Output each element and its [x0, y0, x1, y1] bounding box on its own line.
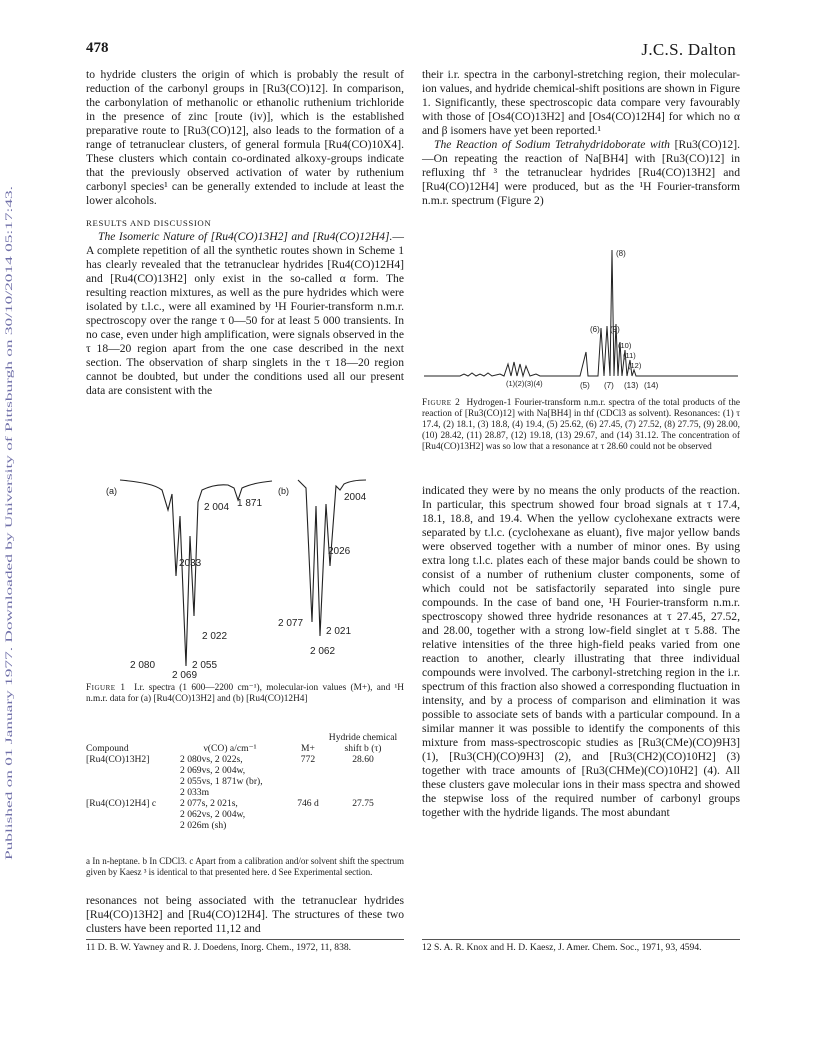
table-cell-shift: 27.75: [352, 798, 374, 809]
nmr-peak-label: (6): [590, 325, 600, 334]
figure2-spectrum: [420, 240, 742, 390]
peak-label: 2 055: [192, 660, 218, 671]
table-cell-nu: 2 069vs, 2 004w,: [180, 765, 246, 776]
footnote-12: 12 S. A. R. Knox and H. D. Kaesz, J. Amer. Chem. Soc., 1971, 93, 4594.: [422, 942, 702, 953]
footnote-11: 11 D. B. W. Yawney and R. J. Doedens, Inorg. Chem., 1972, 11, 838.: [86, 942, 352, 953]
table-cell-compound: [Ru4(CO)13H2]: [86, 754, 150, 765]
nmr-peak-label: (1)(2)(3)(4): [506, 379, 543, 388]
figure2-caption: [422, 398, 740, 453]
table-cell-nu: 2 033m: [180, 787, 210, 798]
journal-title: J.C.S. Dalton: [641, 40, 736, 59]
peak-label: 2 004: [204, 502, 230, 513]
nmr-peak-label: (14): [644, 381, 659, 390]
figure1-spectra: [100, 476, 400, 682]
table-cell-mass: 746 d: [297, 798, 319, 809]
peak-label: 2033: [179, 558, 202, 569]
page-number: 478: [86, 40, 109, 56]
footnote-rule: [86, 939, 404, 940]
right-column-bottom: [422, 484, 740, 820]
panel-b-label: (b): [278, 486, 289, 496]
table-row: [86, 798, 398, 831]
table-cell-nu: 2 080vs, 2 022s,: [180, 754, 243, 765]
figure1-caption-label: Figure 1: [86, 683, 126, 693]
left-intro-paragraph: to hydride clusters the origin of which is probably the result of reduction of the carbonyl groups in [Ru3(CO)12]. In comparison, the carbonylation of methanolic or ethanolic ruthenium trichloride in the presence of zinc [route (iv)], which is the established preparative route to [Ru3(CO)12], also leads to the formation of a range of tetranuclear clusters, of general formula [Ru4(CO)10X4]. These clusters which contain co-ordinated alkoxy-groups indicate that the previously observed activation of water by ruthenium carbonyl species¹ can be generally extended to include at least the lower alcohols.: [86, 68, 404, 207]
right-intro-paragraph: their i.r. spectra in the carbonyl-stretching region, their molecular-ion values, and hydride chemical-shift positions are shown in Figure 1. Significantly, these spectroscopic data compare very favourably with those of [Os4(CO)13H2] and [Os4(CO)12H4] for which no α and β isomers have yet been reported.¹: [422, 68, 740, 137]
right-body-paragraph: indicated they were by no means the only products of the reaction. In particular, this spectrum showed four broad signals at τ 17.4, 18.1, 18.8, and 19.4. When the yellow cyclohexane extracts were separated by t.l.c. (cyclohexane as eluant), five major yellow bands were observed together with a number of minor ones. By using extra long t.l.c. plates each of these major bands could be shown to consist of a number of ruthenium cluster components, some of which could not be satisfactorily separated into single pure compounds. In the case of band one, ¹H Fourier-transform n.m.r. spectroscopy showed three hydride resonances at τ 27.45, 27.52, and 28.00, together with a strong low-field singlet at τ 5.88. The relative intensities of the three high-field peaks varied from one reaction to another, clearly illustrating that three individual compounds were involved. The carbonyl-stretching region in the i.r. spectrum of this fraction also showed a corresponding fluctuation in intensity, and by a process of comparison and elimination it was possible to associate sets of bands with a particular compound. In a similar manner it was possible to identify the components of this mixture from mass-spectroscopic studies as [Ru3(CMe)(CO)9H3] (1), [Ru3(CH)(CO)9H3] (2), and [Ru3(CH2)(CO)10H2] (3) together with trace amounts of [Ru3(CHMe)(CO)10H2] (4). All these clusters gave molecular ions in their mass spectra and showed the stepwise loss of the required number of carbonyl groups together with the hydride ligands. The most abundant: [422, 484, 740, 819]
table-cell-compound: [Ru4(CO)12H4] c: [86, 798, 157, 809]
nmr-peak-label: (8): [616, 249, 626, 258]
download-notice: [2, 180, 16, 860]
section-heading: RESULTS AND DISCUSSION: [86, 218, 212, 228]
table-cell-nu: 2 026m (sh): [180, 820, 227, 831]
isomer-body: —A complete repetition of all the synthetic routes shown in Scheme 1 has clearly revealed that the tetranuclear hydrides [Ru4(CO)12H4] and [Ru4(CO)13H2] only exist in the so-called α form. The resulting reaction mixtures, as well as the pure hydrides which were isolated by t.l.c., were all examined by ¹H Fourier-transform n.m.r. spectroscopy over the range τ 0—50 for at least 5 000 transients. In no case, even under high amplification, were signals observed in the τ 18—20 region apart from the one case described in the next section. The observation of sharp singlets in the τ 18—20 region cannot be doubted, but under the conditions used all our present data are consistent with the: [86, 230, 404, 397]
nmr-trace: [424, 250, 738, 376]
footnote-rule: [422, 939, 740, 940]
table-header: Compound: [86, 743, 129, 754]
left-column-bottom: [86, 894, 404, 936]
figure2-caption-label: Figure 2: [422, 398, 461, 408]
borohydride-subheading-formula: [Ru3(CO)12].: [674, 138, 740, 151]
nmr-peak-label: (13): [624, 381, 639, 390]
table-cell-nu: 2 055vs, 1 871w (br),: [180, 776, 263, 787]
nmr-peak-label: (12): [628, 361, 642, 370]
borohydride-paragraph: [422, 138, 740, 208]
figure2-caption-text: Hydrogen-1 Fourier-transform n.m.r. spectra of the total products of the reaction of [Ru3(CO)12] with Na[BH4] in thf (CDCl3 as solvent). Resonances: (1) τ 17.4, (2) 18.1, (3) 18.8, (4) 19.4, (5) 25.62, (6) 27.45, (7) 27.52, (8) 27.75, (9) 28.00, (10) 28.42, (11) 28.87, (12) 19.18, (13) 29.67, and (14) 31.12. The concentration of [Ru4(CO)13H2] was so low that a resonance at τ 28.60 could not be observed: [422, 398, 740, 452]
peak-label: 2026: [328, 546, 351, 557]
table-header: ν(CO) a/cm⁻¹: [203, 743, 257, 754]
table-header: Hydride chemical shift b (τ): [328, 732, 398, 754]
table-cell-shift: 28.60: [352, 754, 374, 765]
table-cell-nu: 2 077s, 2 021s,: [180, 798, 238, 809]
table-row: [86, 754, 398, 798]
table-header: M+: [301, 743, 315, 754]
peak-label: 2 022: [202, 631, 228, 642]
left-column-top: [86, 68, 404, 398]
peak-label: 1 871: [237, 498, 263, 509]
nmr-peak-label: (11): [623, 351, 636, 360]
figure1-table: [86, 712, 398, 831]
table-cell-mass: 772: [300, 754, 316, 765]
borohydride-body: —On repeating the reaction of Na[BH4] with [Ru3(CO)12] in refluxing thf ³ the tetranuclear hydrides [Ru4(CO)13H2] and [Ru4(CO)12H4] were produced, but as the ¹H Fourier-transform n.m.r. spectrum (Figure 2): [422, 152, 740, 207]
peak-label: 2 080: [130, 660, 156, 671]
isomer-paragraph: [86, 230, 404, 398]
isomer-subheading: The Isomeric Nature of [Ru4(CO)13H2] and [Ru4(CO)12H4].: [98, 230, 393, 243]
figure1-caption: [86, 683, 404, 705]
peak-label: 2 062: [310, 646, 336, 657]
peak-label: 2 069: [172, 670, 198, 681]
peak-label: 2 077: [278, 618, 304, 629]
figure1-caption-text: I.r. spectra (1 600—2200 cm⁻¹), molecular-ion values (M+), and ¹H n.m.r. data for (a) [Ru4(CO)13H2] and (b) [Ru4(CO)12H4]: [86, 683, 404, 704]
download-notice-text: Published on 01 January 1977. Downloaded by University of Pittsburgh on 30/10/2014 05:17:43.: [5, 490, 15, 860]
nmr-peak-label: (7): [604, 381, 614, 390]
peak-label: 2 021: [326, 626, 352, 637]
peak-label: 2004: [344, 492, 367, 503]
left-bottom-paragraph: resonances not being associated with the tetranuclear hydrides [Ru4(CO)13H2] and [Ru4(CO)12H4]. The structures of these two clusters have been reported 11,12 and: [86, 894, 404, 935]
nmr-peak-label: (5): [580, 381, 590, 390]
ir-trace-b: [298, 480, 366, 636]
borohydride-subheading: The Reaction of Sodium Tetrahydridoborate with: [434, 138, 670, 151]
figure1-table-notes: a In n-heptane. b In CDCl3. c Apart from a calibration and/or solvent shift the spectrum given by Kaesz ³ is identical to that presented here. d See Experimental section.: [86, 856, 404, 877]
panel-a-label: (a): [106, 486, 117, 496]
nmr-peak-label: (10): [618, 341, 632, 350]
table-cell-nu: 2 062vs, 2 004w,: [180, 809, 246, 820]
nmr-peak-label: (9): [610, 325, 620, 334]
right-column-top: [422, 68, 740, 208]
